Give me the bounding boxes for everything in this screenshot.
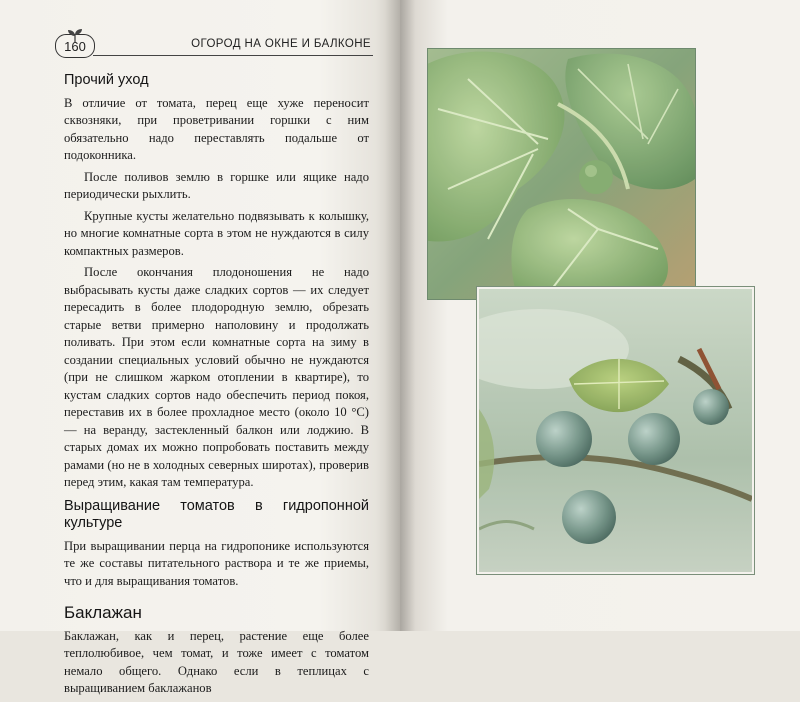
page-number: 160 (64, 38, 86, 54)
running-title: ОГОРОД НА ОКНЕ И БАЛКОНЕ (191, 38, 371, 50)
paragraph: После окончания плодоношения не надо выбрасывать кусты даже сладких сортов — их следует пересадить в более плодородную землю, обрезать старые ветви примерно наполовину и продолжать поливать. При этом если комнатные сорта на зиму в создании специальных условий обычно не нуждаются (при не слишком жарком отоплении в квартире), то кустам сладких сортов надо обеспечить период покоя, переставив их в более прохладное место (около 10 °С) — на веранду, застекленный балкон или лоджию. В старых домах их можно попробовать поставить между рамами (но не в холодных северных широтах), проверив перед этим, какая там температура. (64, 265, 369, 489)
fig-fruits-photo (477, 287, 754, 574)
section-heading: Баклажан (64, 603, 142, 622)
section-heading: Выращивание томатов в гидропонной культуре (64, 497, 369, 531)
paragraph: В отличие от томата, перец еще хуже переносит сквозняки, при проветривании горшки с ним обязательно надо переставлять подальше от подоконника. (64, 95, 369, 162)
sprout-icon (66, 29, 84, 43)
section-heading: Прочий уход (64, 72, 149, 88)
fig-leaves-photo (427, 48, 696, 300)
page-number-badge (55, 34, 95, 58)
paragraph: Баклажан, как и перец, растение еще более теплолюбивое, чем томат, и тоже имеет с томатом немало общего. Однако если в теплицах с выращиванием баклажанов (64, 628, 369, 695)
paragraph: После поливов землю в горшке или ящике надо периодически рыхлить. (64, 169, 369, 201)
paragraph: Крупные кусты желательно подвязывать к колышку, но многие комнатные сорта в этом не нуждаются в силу компактных размеров. (64, 208, 369, 258)
header-rule (93, 55, 373, 56)
paragraph: При выращивании перца на гидропонике используются те же составы питательного раствора и те же приемы, что и для выращивания томатов. (64, 538, 369, 588)
left-page-text (64, 72, 369, 702)
book-gutter (385, 0, 415, 631)
page-header (55, 28, 373, 58)
